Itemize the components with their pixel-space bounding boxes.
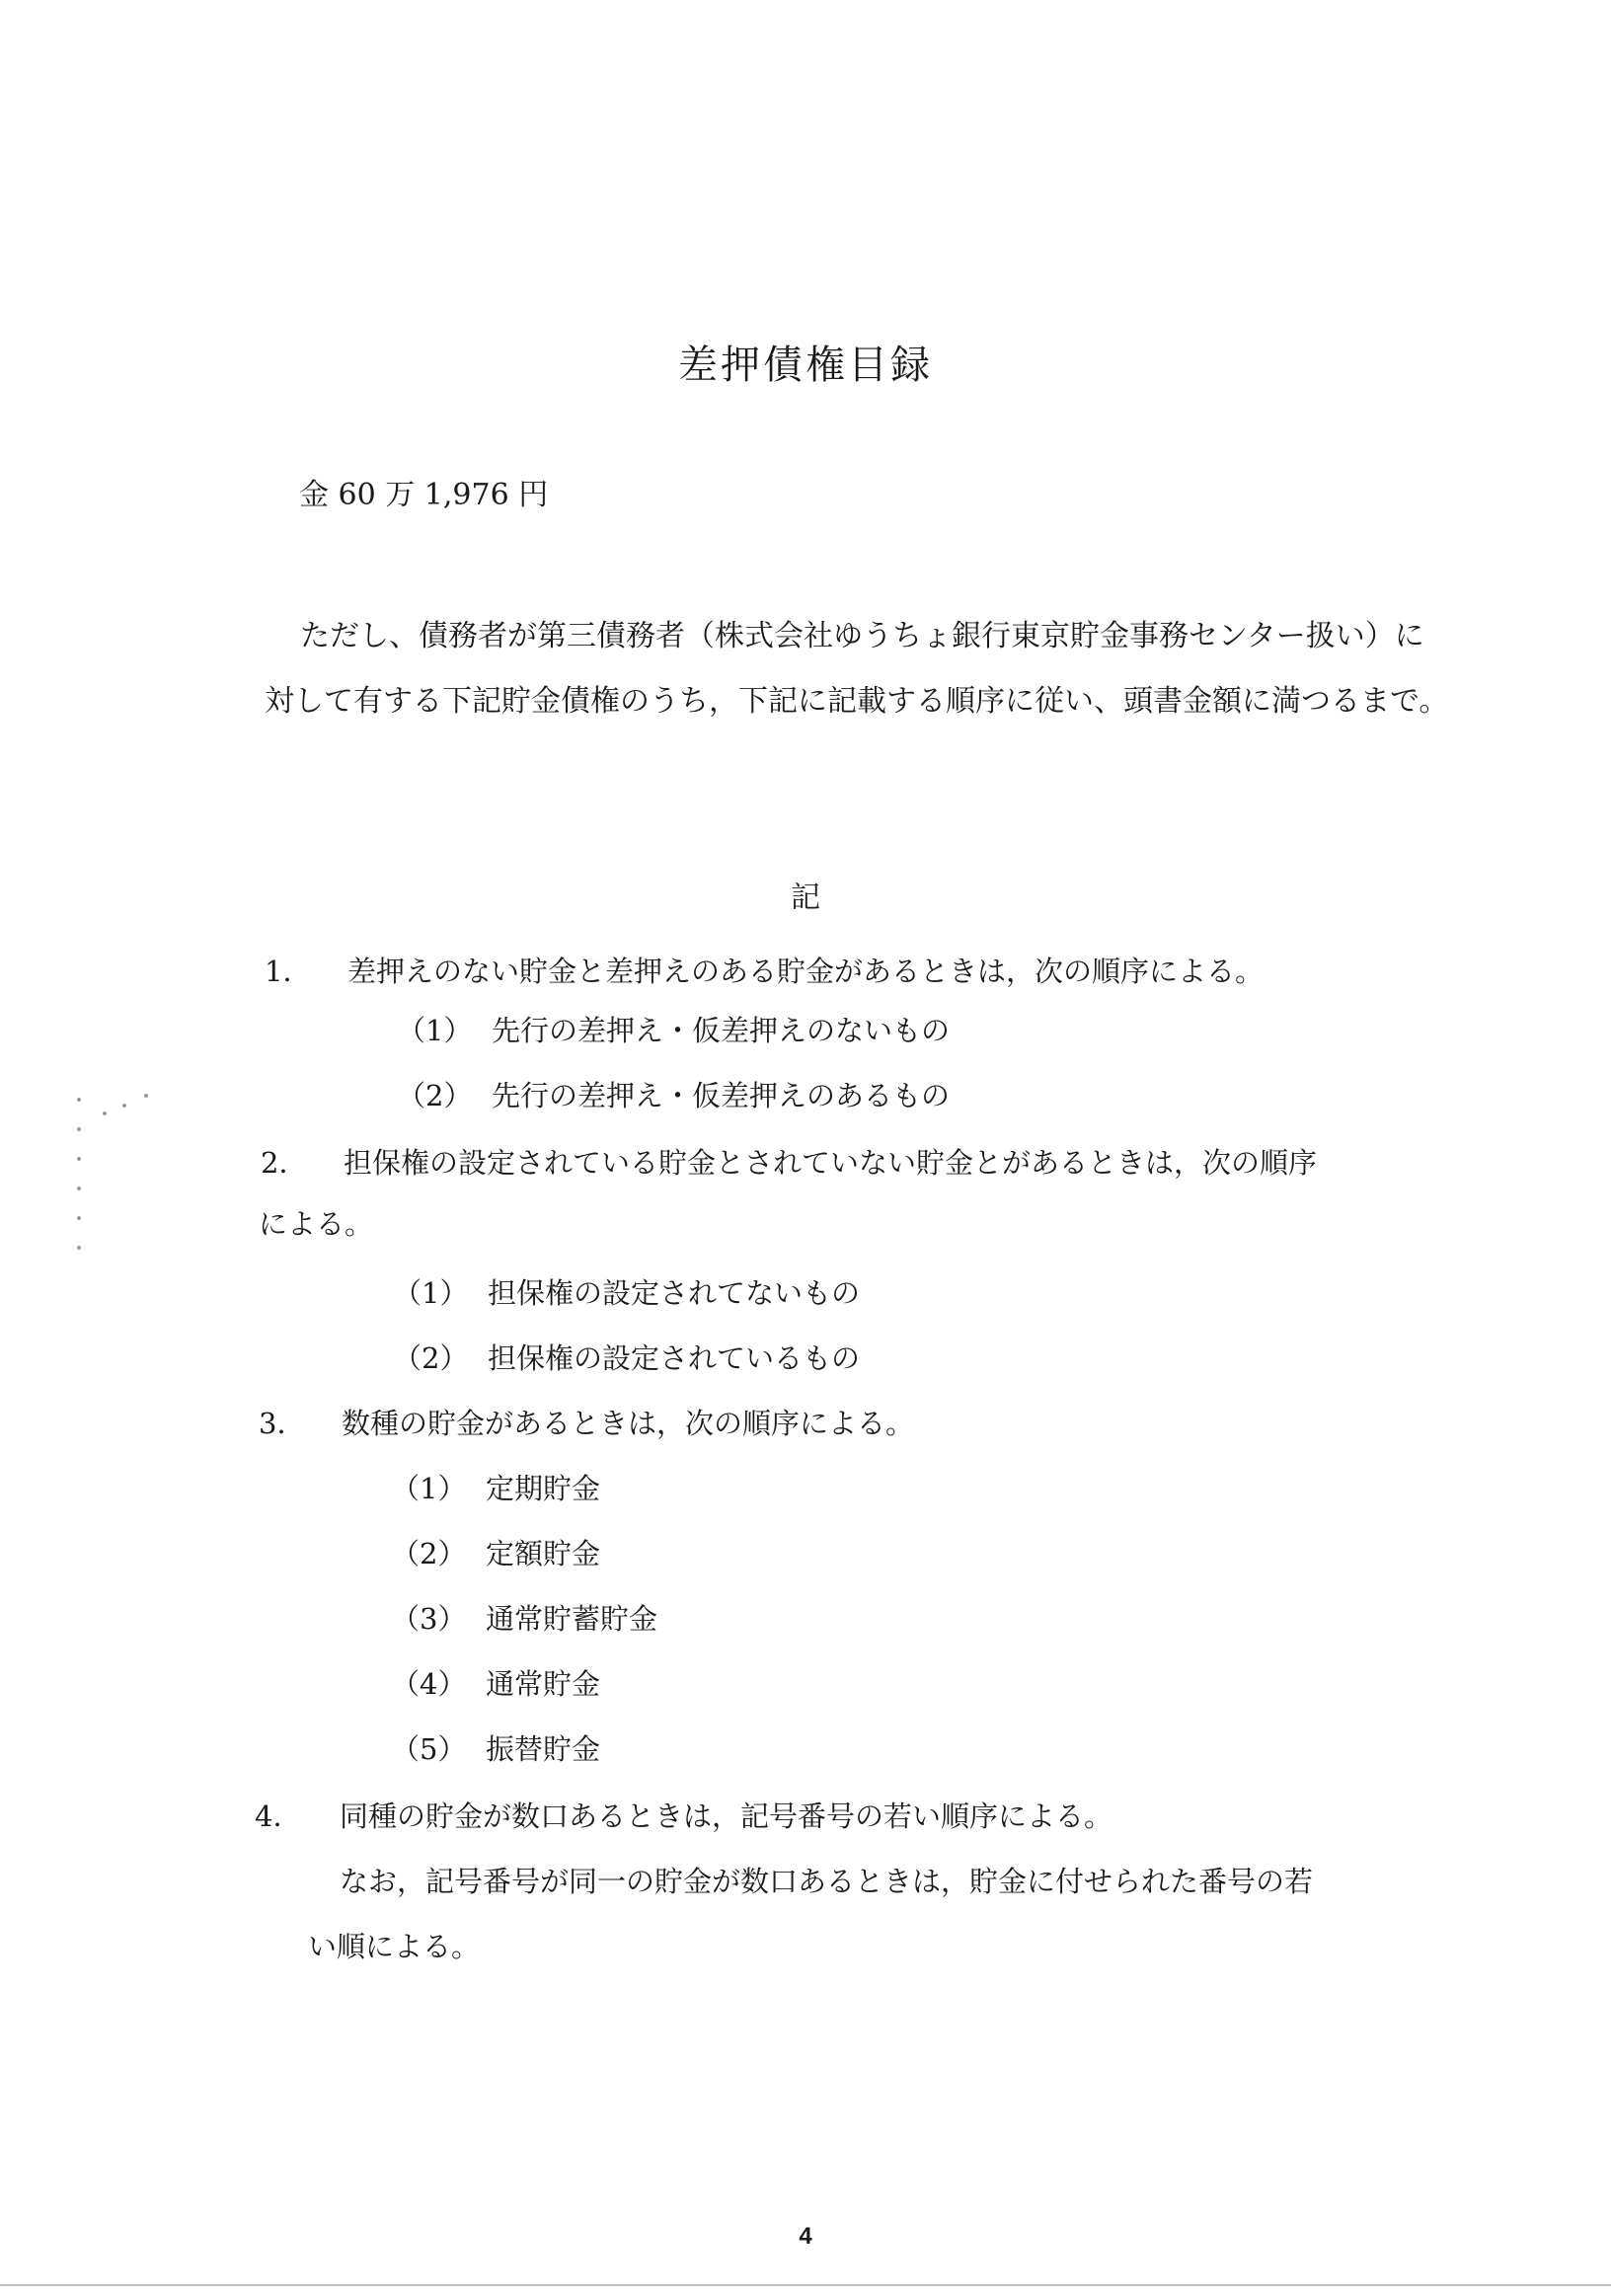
item-3-sub-4	[391, 1662, 600, 1703]
item-3-sub-5	[391, 1727, 600, 1768]
sub-text: 通常貯蓄貯金	[486, 1602, 658, 1636]
item-3-sub-3	[391, 1597, 657, 1638]
scan-speck	[77, 1186, 81, 1190]
sub-text: 先行の差押え・仮差押えのないもの	[492, 1014, 951, 1047]
sub-text: 担保権の設定されてないもの	[488, 1276, 861, 1310]
item-2-continuation: による。	[259, 1207, 374, 1241]
item-number: 1．	[265, 955, 312, 988]
scan-speck	[144, 1094, 148, 1098]
item-2-sub-2	[393, 1337, 860, 1377]
scan-speck	[77, 1157, 81, 1161]
scan-speck	[77, 1216, 81, 1220]
item-3-sub-2	[391, 1532, 600, 1572]
item-number: 3．	[259, 1407, 306, 1440]
scan-speck	[77, 1127, 81, 1131]
page-number: 4	[799, 2223, 812, 2250]
sub-text: 定額貯金	[486, 1537, 601, 1570]
scan-edge-line	[0, 2284, 1611, 2286]
item-1-sub-1	[397, 1009, 950, 1049]
sub-number: （4）	[391, 1667, 467, 1701]
sub-number: （3）	[391, 1602, 467, 1636]
sub-number: （2）	[397, 1079, 473, 1112]
sub-number: （1）	[393, 1276, 469, 1310]
item-3-sub-1	[391, 1467, 600, 1507]
sub-text: 振替貯金	[486, 1732, 601, 1766]
item-text: 数種の貯金があるときは，次の順序による。	[342, 1407, 915, 1440]
ki-heading: 記	[791, 880, 820, 915]
item-3	[259, 1402, 914, 1442]
scan-speck	[103, 1111, 107, 1115]
sub-number: （1）	[391, 1472, 467, 1505]
item-1	[265, 950, 1264, 990]
sub-text: 定期貯金	[486, 1472, 601, 1505]
item-2	[261, 1141, 1317, 1182]
document-title: 差押債権目録	[678, 343, 933, 388]
item-number: 2．	[261, 1146, 308, 1180]
item-text: 担保権の設定されている貯金とされていない貯金とがあるときは，次の順序	[344, 1146, 1318, 1180]
item-text: 差押えのない貯金と差押えのある貯金があるときは，次の順序による。	[347, 955, 1265, 988]
item-number: 4．	[255, 1799, 302, 1833]
sub-text: 担保権の設定されているもの	[488, 1341, 861, 1375]
sub-number: （2）	[393, 1341, 469, 1375]
item-text: 同種の貯金が数口あるときは，記号番号の若い順序による。	[340, 1799, 1113, 1833]
item-1-sub-2	[397, 1074, 950, 1114]
sub-number: （2）	[391, 1537, 467, 1570]
sub-text: 通常貯金	[486, 1667, 601, 1701]
item-4	[255, 1795, 1112, 1835]
sub-number: （1）	[397, 1014, 473, 1047]
sub-number: （5）	[391, 1732, 467, 1766]
scan-speck	[122, 1104, 126, 1108]
item-2-sub-1	[393, 1271, 860, 1312]
intro-paragraph: ただし、債務者が第三債務者（株式会社ゆうちょ銀行東京貯金事務センター扱い）に対して有する下記貯金債権のうち，下記に記載する順序に従い、頭書金額に満つるまで。	[265, 619, 1449, 719]
claim-amount: 金 60 万 1,976 円	[299, 478, 549, 512]
sub-text: 先行の差押え・仮差押えのあるもの	[492, 1079, 951, 1112]
scan-speck	[77, 1098, 81, 1102]
scan-speck	[77, 1246, 81, 1250]
item-4-note-line-1: なお，記号番号が同一の貯金が数口あるときは，貯金に付せられた番号の若	[340, 1865, 1314, 1898]
item-4-note-line-2: い順による。	[308, 1930, 481, 1963]
